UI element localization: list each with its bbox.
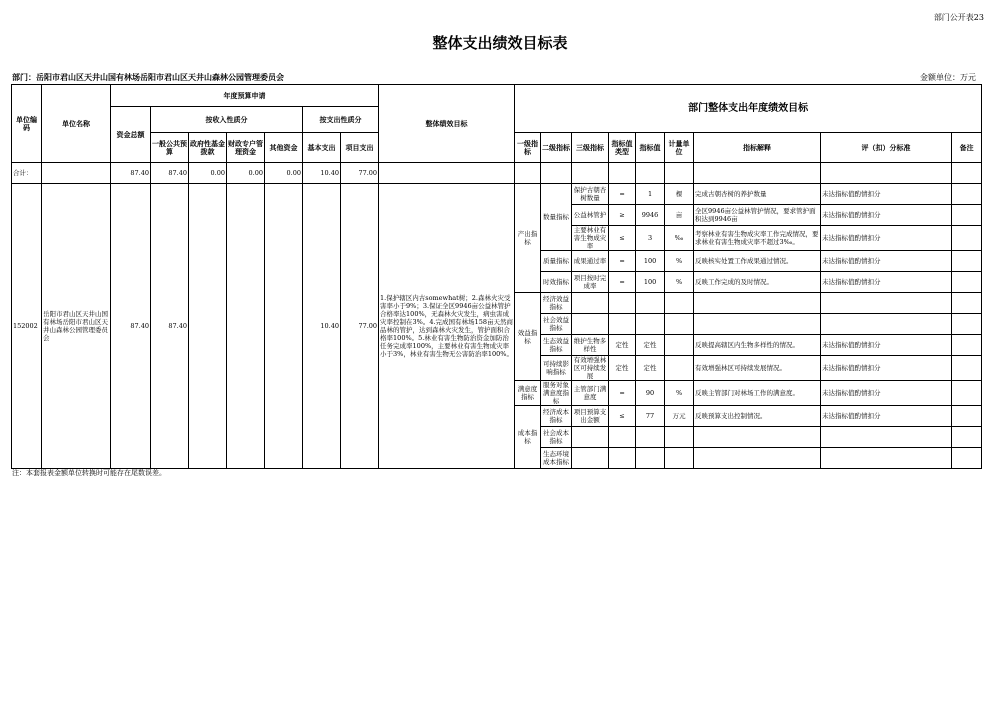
- indicator-l3: 有效增强林区可持续发展: [572, 356, 609, 381]
- service-satisfaction: 服务对象满意度指标: [541, 381, 572, 406]
- level1-header: 一级指标: [515, 133, 541, 163]
- indicator-value: 9946: [636, 205, 665, 226]
- indicator-score: 未达指标值酌情扣分: [821, 381, 952, 406]
- indicator-unit: 棵: [665, 184, 694, 205]
- indicator-value: 定性: [636, 356, 665, 381]
- economic-cost: 经济成本指标: [541, 406, 572, 427]
- total-amount: 87.40: [111, 163, 151, 184]
- page-title: 整体支出绩效目标表: [432, 34, 568, 52]
- form-number: 部门公开表23: [933, 13, 984, 22]
- other-fund-header: 其他资金: [265, 133, 303, 163]
- total-special: 0.00: [227, 163, 265, 184]
- indicator-value: 90: [636, 381, 665, 406]
- unit-name-header: 单位名称: [42, 85, 111, 163]
- indicator-unit: 亩: [665, 205, 694, 226]
- indicator-explanation: 反映提高辖区内生物多样性的情况。: [694, 335, 821, 356]
- overall-target-header: 整体绩效目标: [379, 85, 515, 163]
- indicator-explanation: 全区9946亩公益林管护情况，要求管护面积达到9946亩: [694, 205, 821, 226]
- total-basic: 10.40: [303, 163, 341, 184]
- indicator-value-header: 指标值: [636, 133, 665, 163]
- total-other: 0.00: [265, 163, 303, 184]
- indicator-explanation: 完成古朝杏树的养护数量: [694, 184, 821, 205]
- indicator-l3: 成果通过率: [572, 251, 609, 272]
- indicator-score: 未达指标值酌情扣分: [821, 205, 952, 226]
- ecological-benefit: 生态效益指标: [541, 335, 572, 356]
- explanation-header: 指标解释: [694, 133, 821, 163]
- indicator-value: 77: [636, 406, 665, 427]
- level3-header: 三级指标: [572, 133, 609, 163]
- indicator-score: 未达指标值酌情扣分: [821, 251, 952, 272]
- amount-unit: 金额单位：万元: [920, 73, 976, 82]
- indicator-type: =: [609, 272, 636, 293]
- indicator-type: =: [609, 184, 636, 205]
- indicator-value: 1: [636, 184, 665, 205]
- indicator-l3: 公益林管护: [572, 205, 609, 226]
- annual-budget-header: 年度预算申请: [111, 85, 379, 107]
- indicator-unit: [665, 356, 694, 381]
- total-gov: 0.00: [189, 163, 227, 184]
- indicator-explanation: 反映工作完成的及时情况。: [694, 272, 821, 293]
- indicator-score: 未达指标值酌情扣分: [821, 406, 952, 427]
- indicator-score: 未达指标值酌情扣分: [821, 226, 952, 251]
- quality-indicator: 质量指标: [541, 251, 572, 272]
- total-label: 合计：: [12, 163, 42, 184]
- total-row: [12, 163, 982, 184]
- indicator-l3: 项目按时完成率: [572, 272, 609, 293]
- dept-target-header: 部门整体支出年度绩效目标: [515, 85, 982, 133]
- total-project: 77.00: [341, 163, 379, 184]
- row-general: 87.40: [151, 184, 189, 469]
- performance-table: [11, 84, 982, 469]
- general-budget-header: 一般公共预算: [151, 133, 189, 163]
- unit-code: 152002: [12, 184, 42, 469]
- indicator-value: 100: [636, 272, 665, 293]
- indicator-explanation: 反映核实处置工作成果通过情况。: [694, 251, 821, 272]
- indicator-score: 未达指标值酌情扣分: [821, 356, 952, 381]
- level2-header: 二级指标: [541, 133, 572, 163]
- row-total: 87.40: [111, 184, 151, 469]
- indicator-unit: %: [665, 272, 694, 293]
- by-income-header: 按收入性质分: [151, 107, 303, 133]
- indicator-type-header: 指标值类型: [609, 133, 636, 163]
- indicator-l3: 项目预算支出金额: [572, 406, 609, 427]
- scoring-header: 评（扣）分标准: [821, 133, 952, 163]
- indicator-score: 未达指标值酌情扣分: [821, 184, 952, 205]
- basic-exp-header: 基本支出: [303, 133, 341, 163]
- social-cost: 社会成本指标: [541, 427, 572, 448]
- indicator-type: 定性: [609, 335, 636, 356]
- unit-header: 计量单位: [665, 133, 694, 163]
- indicator-type: ≤: [609, 226, 636, 251]
- unit-code-header: 单位编码: [12, 85, 42, 163]
- indicator-l3: 保护古朝杏树数量: [572, 184, 609, 205]
- indicator-type: =: [609, 381, 636, 406]
- department-line: 部门：岳阳市君山区天井山国有林场岳阳市君山区天井山森林公园管理委员会: [12, 73, 284, 82]
- quantity-indicator: 数量指标: [541, 184, 572, 251]
- indicator-explanation: 反映主管部门对林场工作的满意度。: [694, 381, 821, 406]
- indicator-l3: 主管部门满意度: [572, 381, 609, 406]
- total-header: 资金总额: [111, 107, 151, 163]
- indicator-unit: %: [665, 251, 694, 272]
- indicator-unit: [665, 335, 694, 356]
- project-exp-header: 项目支出: [341, 133, 379, 163]
- indicator-value: 100: [636, 251, 665, 272]
- remark-header: 备注: [952, 133, 982, 163]
- indicator-type: =: [609, 251, 636, 272]
- indicator-type: ≤: [609, 406, 636, 427]
- satisfaction-indicator: 满意度指标: [515, 381, 541, 406]
- output-indicator: 产出指标: [515, 184, 541, 293]
- indicator-value: 3: [636, 226, 665, 251]
- total-general: 87.40: [151, 163, 189, 184]
- row-project: 77.00: [341, 184, 379, 469]
- cost-indicator: 成本指标: [515, 406, 541, 469]
- gov-fund-header: 政府性基金拨款: [189, 133, 227, 163]
- indicator-value: 定性: [636, 335, 665, 356]
- economic-benefit: 经济效益指标: [541, 293, 572, 314]
- indicator-unit: 万元: [665, 406, 694, 427]
- indicator-score: 未达指标值酌情扣分: [821, 335, 952, 356]
- indicator-explanation: 考察林业有害生物成灾率工作完成情况，要求林业有害生物成灾率不超过3‰。: [694, 226, 821, 251]
- timeliness-indicator: 时效指标: [541, 272, 572, 293]
- indicator-l3: 维护生物多样性: [572, 335, 609, 356]
- indicator-type: ≥: [609, 205, 636, 226]
- by-expense-header: 按支出性质分: [303, 107, 379, 133]
- row-basic: 10.40: [303, 184, 341, 469]
- indicator-explanation: 反映预算支出控制情况。: [694, 406, 821, 427]
- eco-cost: 生态环境成本指标: [541, 448, 572, 469]
- unit-name: 岳阳市君山区天井山国有林场岳阳市君山区天井山森林公园管理委员会: [42, 184, 111, 469]
- sustainable-impact: 可持续影响指标: [541, 356, 572, 381]
- indicator-type: 定性: [609, 356, 636, 381]
- indicator-unit: ‰: [665, 226, 694, 251]
- indicator-unit: %: [665, 381, 694, 406]
- overall-target-text: 1.保护辖区内古somewhat树；2.森林火灾受害率小于9%；3.保证全区9946亩公益林管护合格率达100%，无森林火灾发生，病虫害成灾率控制在3%。4.完成国有林场158亩天然商品林的管护，达到森林火灾发生，管护面积合格率100%。5.林业有害生物防治资金加防治任务完成率100%，主要林业有害生物成灾率小于3%，林业有害生物无公害防治率100%。: [379, 184, 515, 469]
- special-fund-header: 财政专户管理资金: [227, 133, 265, 163]
- benefit-indicator: 效益指标: [515, 293, 541, 381]
- indicator-score: 未达指标值酌情扣分: [821, 272, 952, 293]
- social-benefit: 社会效益指标: [541, 314, 572, 335]
- indicator-explanation: 有效增强林区可持续发展情况。: [694, 356, 821, 381]
- indicator-l3: 主要林业有害生物成灾率: [572, 226, 609, 251]
- footnote: 注：本套报表金额单位转换时可能存在尾数误差。: [12, 469, 166, 477]
